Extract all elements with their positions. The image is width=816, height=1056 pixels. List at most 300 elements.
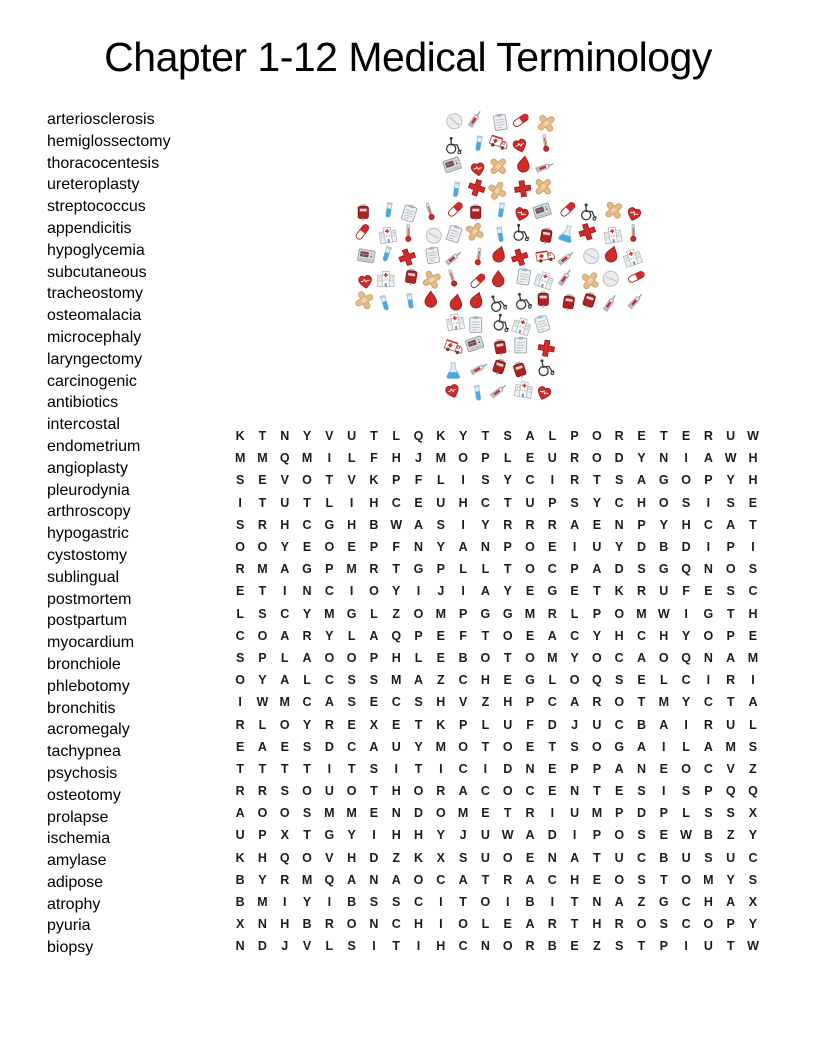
grid-letter: O: [480, 895, 491, 910]
grid-letter: Q: [391, 628, 402, 643]
grid-letter: H: [570, 872, 580, 887]
grid-letter: V: [280, 473, 289, 488]
grid-letter: O: [235, 540, 246, 555]
grid-letter: Q: [279, 850, 290, 865]
grid-letter: P: [548, 495, 557, 510]
grid-letter: T: [659, 872, 668, 887]
grid-letter: I: [461, 517, 465, 532]
grid-letter: G: [324, 828, 335, 843]
grid-letter: O: [346, 650, 357, 665]
grid-letter: A: [703, 451, 713, 466]
grid-letter: M: [301, 872, 313, 887]
grid-letter: Y: [726, 473, 735, 488]
grid-letter: N: [369, 917, 379, 932]
grid-letter: A: [458, 784, 468, 799]
grid-letter: T: [503, 650, 512, 665]
grid-letter: I: [572, 828, 577, 843]
grid-letter: C: [391, 495, 401, 510]
tablet-icon: [603, 271, 618, 286]
grid-letter: A: [570, 695, 580, 710]
red-cross-icon: [514, 180, 532, 198]
blood-bag-icon: [562, 294, 575, 312]
grid-letter: M: [346, 562, 357, 577]
grid-letter: S: [748, 872, 758, 887]
grid-letter: C: [525, 473, 535, 488]
test-tube-icon: [496, 226, 505, 242]
grid-letter: E: [347, 540, 356, 555]
grid-letter: S: [726, 495, 735, 510]
grid-letter: T: [593, 784, 601, 799]
grid-letter: O: [257, 628, 268, 643]
grid-letter: O: [525, 650, 535, 665]
grid-letter: A: [414, 673, 424, 688]
grid-letter: S: [659, 917, 668, 932]
grid-letter: E: [392, 717, 401, 732]
grid-letter: T: [370, 429, 378, 444]
grid-letter: P: [637, 517, 646, 532]
grid-letter: E: [570, 939, 579, 954]
grid-letter: O: [279, 717, 290, 732]
hospital-icon: [378, 226, 397, 244]
grid-letter: U: [726, 717, 736, 732]
grid-letter: O: [257, 806, 268, 821]
wheelchair-icon: [515, 291, 532, 310]
grid-letter: O: [525, 562, 535, 577]
grid-letter: P: [458, 717, 468, 732]
grid-letter: C: [391, 695, 401, 710]
grid-letter: R: [636, 584, 646, 599]
grid-letter: T: [303, 495, 311, 510]
grid-letter: K: [436, 429, 446, 444]
grid-letter: D: [636, 540, 646, 555]
grid-letter: L: [392, 429, 401, 444]
grid-letter: W: [680, 828, 692, 843]
grid-letter: T: [236, 761, 244, 776]
grid-letter: R: [324, 717, 334, 732]
grid-letter: D: [369, 850, 379, 865]
grid-letter: T: [258, 761, 267, 776]
grid-letter: B: [302, 917, 312, 932]
grid-letter: Y: [347, 828, 356, 843]
grid-letter: P: [369, 650, 379, 665]
grid-letter: N: [369, 872, 379, 887]
blood-drop-icon: [469, 291, 485, 310]
grid-letter: O: [502, 939, 513, 954]
clipboard-icon: [470, 316, 482, 332]
grid-letter: C: [458, 761, 468, 776]
grid-letter: M: [435, 606, 447, 621]
grid-letter: O: [703, 628, 714, 643]
grid-letter: H: [280, 517, 290, 532]
grid-letter: Y: [615, 540, 624, 555]
grid-letter: Q: [748, 784, 758, 799]
grid-letter: S: [503, 429, 512, 444]
grid-letter: R: [525, 939, 535, 954]
grid-letter: H: [391, 650, 401, 665]
bandage-icon: [535, 178, 552, 195]
grid-letter: T: [258, 495, 267, 510]
blood-bag-icon: [538, 291, 548, 307]
grid-letter: I: [751, 673, 755, 688]
grid-letter: I: [372, 828, 376, 843]
grid-letter: I: [706, 673, 711, 688]
hospital-icon: [378, 271, 394, 286]
grid-letter: Z: [392, 850, 401, 865]
grid-letter: L: [749, 717, 757, 732]
grid-letter: I: [327, 761, 332, 776]
grid-letter: D: [681, 540, 691, 555]
grid-letter: E: [235, 739, 245, 754]
capsule-pill-icon: [446, 201, 465, 218]
grid-letter: Y: [592, 628, 602, 643]
heart-monitor-icon: [465, 336, 484, 352]
grid-letter: O: [592, 451, 602, 466]
grid-letter: I: [416, 939, 421, 954]
grid-letter: S: [347, 939, 356, 954]
grid-letter: A: [369, 739, 379, 754]
grid-letter: Y: [503, 473, 512, 488]
grid-letter: F: [682, 584, 690, 599]
grid-letter: L: [414, 650, 423, 665]
test-tube-icon: [452, 181, 461, 197]
grid-letter: W: [256, 695, 269, 710]
grid-letter: N: [391, 806, 401, 821]
word-list-item: antibiotics: [47, 394, 119, 412]
grid-letter: O: [592, 429, 602, 444]
grid-letter: B: [525, 895, 535, 910]
grid-letter: R: [547, 917, 557, 932]
word-list-item: atrophy: [47, 895, 101, 913]
grid-letter: S: [347, 695, 356, 710]
grid-letter: C: [302, 517, 312, 532]
grid-letter: M: [747, 650, 759, 665]
grid-letter: D: [324, 739, 334, 754]
word-list-item: subcutaneous: [47, 263, 147, 281]
grid-letter: Y: [302, 717, 312, 732]
grid-letter: B: [369, 517, 379, 532]
red-cross-icon: [537, 339, 555, 357]
grid-letter: T: [392, 562, 401, 577]
heart-icon: [445, 384, 461, 400]
grid-letter: P: [525, 695, 535, 710]
grid-letter: Y: [748, 828, 758, 843]
grid-letter: I: [684, 451, 688, 466]
grid-letter: A: [235, 806, 245, 821]
grid-letter: P: [369, 540, 379, 555]
grid-letter: E: [525, 584, 535, 599]
bandage-icon: [537, 114, 556, 133]
hospital-icon: [511, 316, 531, 336]
grid-letter: L: [325, 495, 334, 510]
grid-letter: L: [570, 606, 579, 621]
grid-letter: E: [503, 673, 512, 688]
grid-letter: O: [502, 784, 513, 799]
grid-letter: A: [414, 517, 424, 532]
word-list-item: biopsy: [47, 939, 94, 957]
grid-letter: T: [726, 606, 735, 621]
grid-letter: A: [636, 650, 646, 665]
grid-letter: E: [414, 495, 423, 510]
word-list-item: intercostal: [47, 416, 120, 434]
grid-letter: L: [682, 739, 690, 754]
grid-letter: E: [347, 717, 356, 732]
grid-letter: S: [570, 739, 579, 754]
grid-letter: D: [614, 562, 624, 577]
grid-letter: J: [281, 939, 289, 954]
heart-icon: [512, 138, 528, 154]
grid-letter: F: [459, 628, 467, 643]
grid-letter: Y: [748, 917, 758, 932]
grid-letter: A: [257, 739, 267, 754]
grid-letter: C: [636, 628, 646, 643]
grid-letter: P: [659, 939, 668, 954]
grid-letter: T: [481, 628, 490, 643]
grid-letter: A: [324, 695, 334, 710]
grid-letter: A: [636, 473, 646, 488]
red-cross-icon: [397, 247, 417, 267]
grid-letter: C: [324, 584, 334, 599]
grid-letter: S: [369, 895, 379, 910]
grid-letter: R: [614, 917, 624, 932]
grid-letter: Z: [726, 828, 735, 843]
grid-letter: R: [369, 562, 379, 577]
word-list-item: psychosis: [47, 764, 118, 782]
blood-bag-icon: [492, 358, 507, 377]
grid-letter: R: [235, 562, 245, 577]
heart-icon: [513, 207, 529, 223]
grid-letter: S: [704, 806, 713, 821]
grid-letter: C: [748, 584, 758, 599]
grid-letter: J: [437, 584, 445, 599]
test-tube-icon: [379, 294, 390, 310]
grid-letter: P: [414, 628, 423, 643]
grid-letter: C: [347, 739, 357, 754]
hospital-icon: [446, 313, 465, 331]
grid-letter: U: [480, 828, 490, 843]
grid-letter: O: [636, 917, 647, 932]
grid-letter: I: [439, 917, 443, 932]
grid-letter: R: [324, 917, 334, 932]
grid-letter: I: [372, 939, 376, 954]
grid-letter: T: [637, 939, 646, 954]
grid-letter: R: [525, 806, 535, 821]
grid-letter: H: [280, 917, 290, 932]
grid-letter: X: [748, 806, 758, 821]
grid-letter: H: [748, 606, 758, 621]
grid-letter: T: [303, 828, 311, 843]
blood-drop-icon: [449, 293, 463, 311]
test-tube-icon: [382, 245, 393, 261]
grid-letter: I: [684, 939, 688, 954]
grid-letter: R: [235, 784, 245, 799]
grid-letter: A: [525, 872, 535, 887]
grid-letter: R: [570, 473, 580, 488]
grid-letter: U: [280, 495, 290, 510]
grid-letter: C: [614, 650, 624, 665]
heart-icon: [358, 275, 372, 289]
grid-letter: R: [503, 872, 513, 887]
grid-letter: T: [414, 761, 423, 776]
grid-letter: R: [302, 628, 312, 643]
word-list-item: streptococcus: [47, 198, 146, 216]
grid-letter: E: [681, 429, 691, 444]
grid-letter: A: [726, 650, 736, 665]
grid-letter: E: [525, 739, 535, 754]
grid-letter: K: [414, 850, 424, 865]
grid-letter: T: [303, 761, 311, 776]
grid-letter: L: [303, 673, 311, 688]
grid-letter: E: [548, 784, 557, 799]
grid-letter: W: [747, 939, 759, 954]
grid-letter: O: [502, 739, 513, 754]
clipboard-icon: [517, 268, 531, 286]
grid-letter: N: [636, 761, 646, 776]
grid-letter: L: [481, 917, 490, 932]
grid-letter: E: [436, 628, 445, 643]
grid-letter: H: [614, 628, 624, 643]
word-list-item: arteriosclerosis: [47, 111, 155, 128]
wheelchair-icon: [514, 224, 529, 241]
grid-letter: Z: [593, 939, 601, 954]
grid-letter: L: [236, 606, 244, 621]
red-cross-icon: [577, 222, 597, 242]
grid-letter: S: [235, 473, 245, 488]
heart-monitor-icon: [443, 157, 462, 173]
grid-letter: Q: [681, 562, 691, 577]
grid-letter: N: [235, 939, 245, 954]
grid-letter: A: [525, 429, 535, 444]
grid-letter: O: [681, 872, 691, 887]
grid-letter: T: [392, 939, 401, 954]
grid-letter: P: [570, 562, 579, 577]
grid-letter: I: [461, 584, 465, 599]
grid-letter: R: [436, 784, 446, 799]
grid-letter: Z: [637, 895, 646, 910]
grid-letter: M: [547, 650, 558, 665]
grid-letter: L: [503, 451, 512, 466]
grid-letter: T: [637, 695, 646, 710]
ambulance-icon: [444, 339, 464, 355]
grid-letter: A: [570, 517, 580, 532]
grid-letter: X: [235, 917, 245, 932]
grid-letter: P: [704, 784, 713, 799]
grid-letter: S: [235, 650, 245, 665]
grid-letter: S: [302, 739, 312, 754]
wheelchair-icon: [537, 358, 554, 377]
grid-letter: U: [547, 451, 557, 466]
grid-letter: A: [391, 872, 401, 887]
capsule-pill-icon: [468, 272, 487, 289]
grid-letter: A: [659, 717, 669, 732]
grid-letter: L: [481, 717, 490, 732]
grid-letter: O: [413, 606, 424, 621]
grid-letter: O: [614, 872, 625, 887]
grid-letter: I: [439, 761, 443, 776]
clipboard-icon: [401, 203, 417, 222]
grid-letter: X: [369, 717, 379, 732]
blood-drop-icon: [604, 245, 620, 264]
word-list-item: bronchitis: [47, 699, 116, 717]
grid-letter: O: [681, 473, 691, 488]
word-list-item: cystostomy: [47, 546, 128, 564]
word-list: [47, 109, 171, 959]
grid-letter: C: [748, 850, 758, 865]
thermometer-icon: [541, 134, 549, 151]
grid-letter: T: [459, 895, 467, 910]
grid-letter: A: [636, 739, 646, 754]
blood-drop-icon: [491, 245, 507, 264]
bandage-icon: [581, 271, 600, 290]
grid-letter: T: [481, 872, 490, 887]
grid-letter: M: [636, 606, 647, 621]
grid-letter: R: [257, 784, 267, 799]
grid-letter: A: [748, 695, 758, 710]
grid-letter: A: [570, 850, 580, 865]
grid-letter: C: [681, 673, 691, 688]
syringe-icon: [464, 110, 486, 129]
blood-bag-icon: [358, 204, 368, 220]
blood-bag-icon: [405, 268, 418, 286]
grid-letter: K: [235, 850, 245, 865]
grid-letter: Y: [414, 739, 423, 754]
grid-letter: Y: [637, 451, 646, 466]
grid-letter: H: [257, 850, 267, 865]
grid-letter: U: [681, 850, 691, 865]
grid-letter: P: [258, 828, 267, 843]
grid-letter: C: [703, 517, 713, 532]
grid-letter: G: [413, 562, 424, 577]
grid-letter: O: [569, 673, 580, 688]
grid-letter: R: [280, 872, 290, 887]
grid-letter: G: [547, 584, 558, 599]
grid-letter: I: [684, 606, 688, 621]
grid-letter: I: [572, 540, 577, 555]
thermometer-icon: [475, 248, 483, 265]
grid-letter: V: [302, 939, 312, 954]
grid-letter: H: [436, 939, 446, 954]
grid-letter: V: [325, 429, 334, 444]
grid-letter: M: [257, 451, 268, 466]
grid-letter: S: [615, 673, 624, 688]
grid-letter: V: [458, 695, 468, 710]
grid-letter: L: [459, 562, 467, 577]
grid-letter: O: [525, 540, 535, 555]
word-list-item: myocardium: [47, 634, 135, 652]
grid-letter: O: [324, 650, 335, 665]
grid-letter: O: [302, 850, 312, 865]
grid-letter: C: [302, 695, 312, 710]
grid-letter: O: [302, 784, 312, 799]
grid-letter: S: [369, 673, 379, 688]
grid-letter: I: [238, 495, 242, 510]
heart-icon: [626, 207, 642, 223]
grid-letter: P: [325, 562, 334, 577]
grid-letter: T: [570, 895, 579, 910]
grid-letter: S: [681, 784, 691, 799]
grid-letter: U: [324, 784, 334, 799]
grid-letter: E: [258, 473, 267, 488]
grid-letter: Y: [302, 606, 312, 621]
grid-letter: B: [458, 650, 468, 665]
grid-letter: I: [751, 540, 755, 555]
grid-letter: W: [724, 451, 737, 466]
grid-letter: L: [548, 673, 557, 688]
grid-letter: H: [681, 517, 691, 532]
word-list-item: postmortem: [47, 590, 132, 608]
grid-letter: T: [503, 495, 512, 510]
grid-letter: C: [458, 939, 468, 954]
grid-letter: N: [480, 939, 490, 954]
